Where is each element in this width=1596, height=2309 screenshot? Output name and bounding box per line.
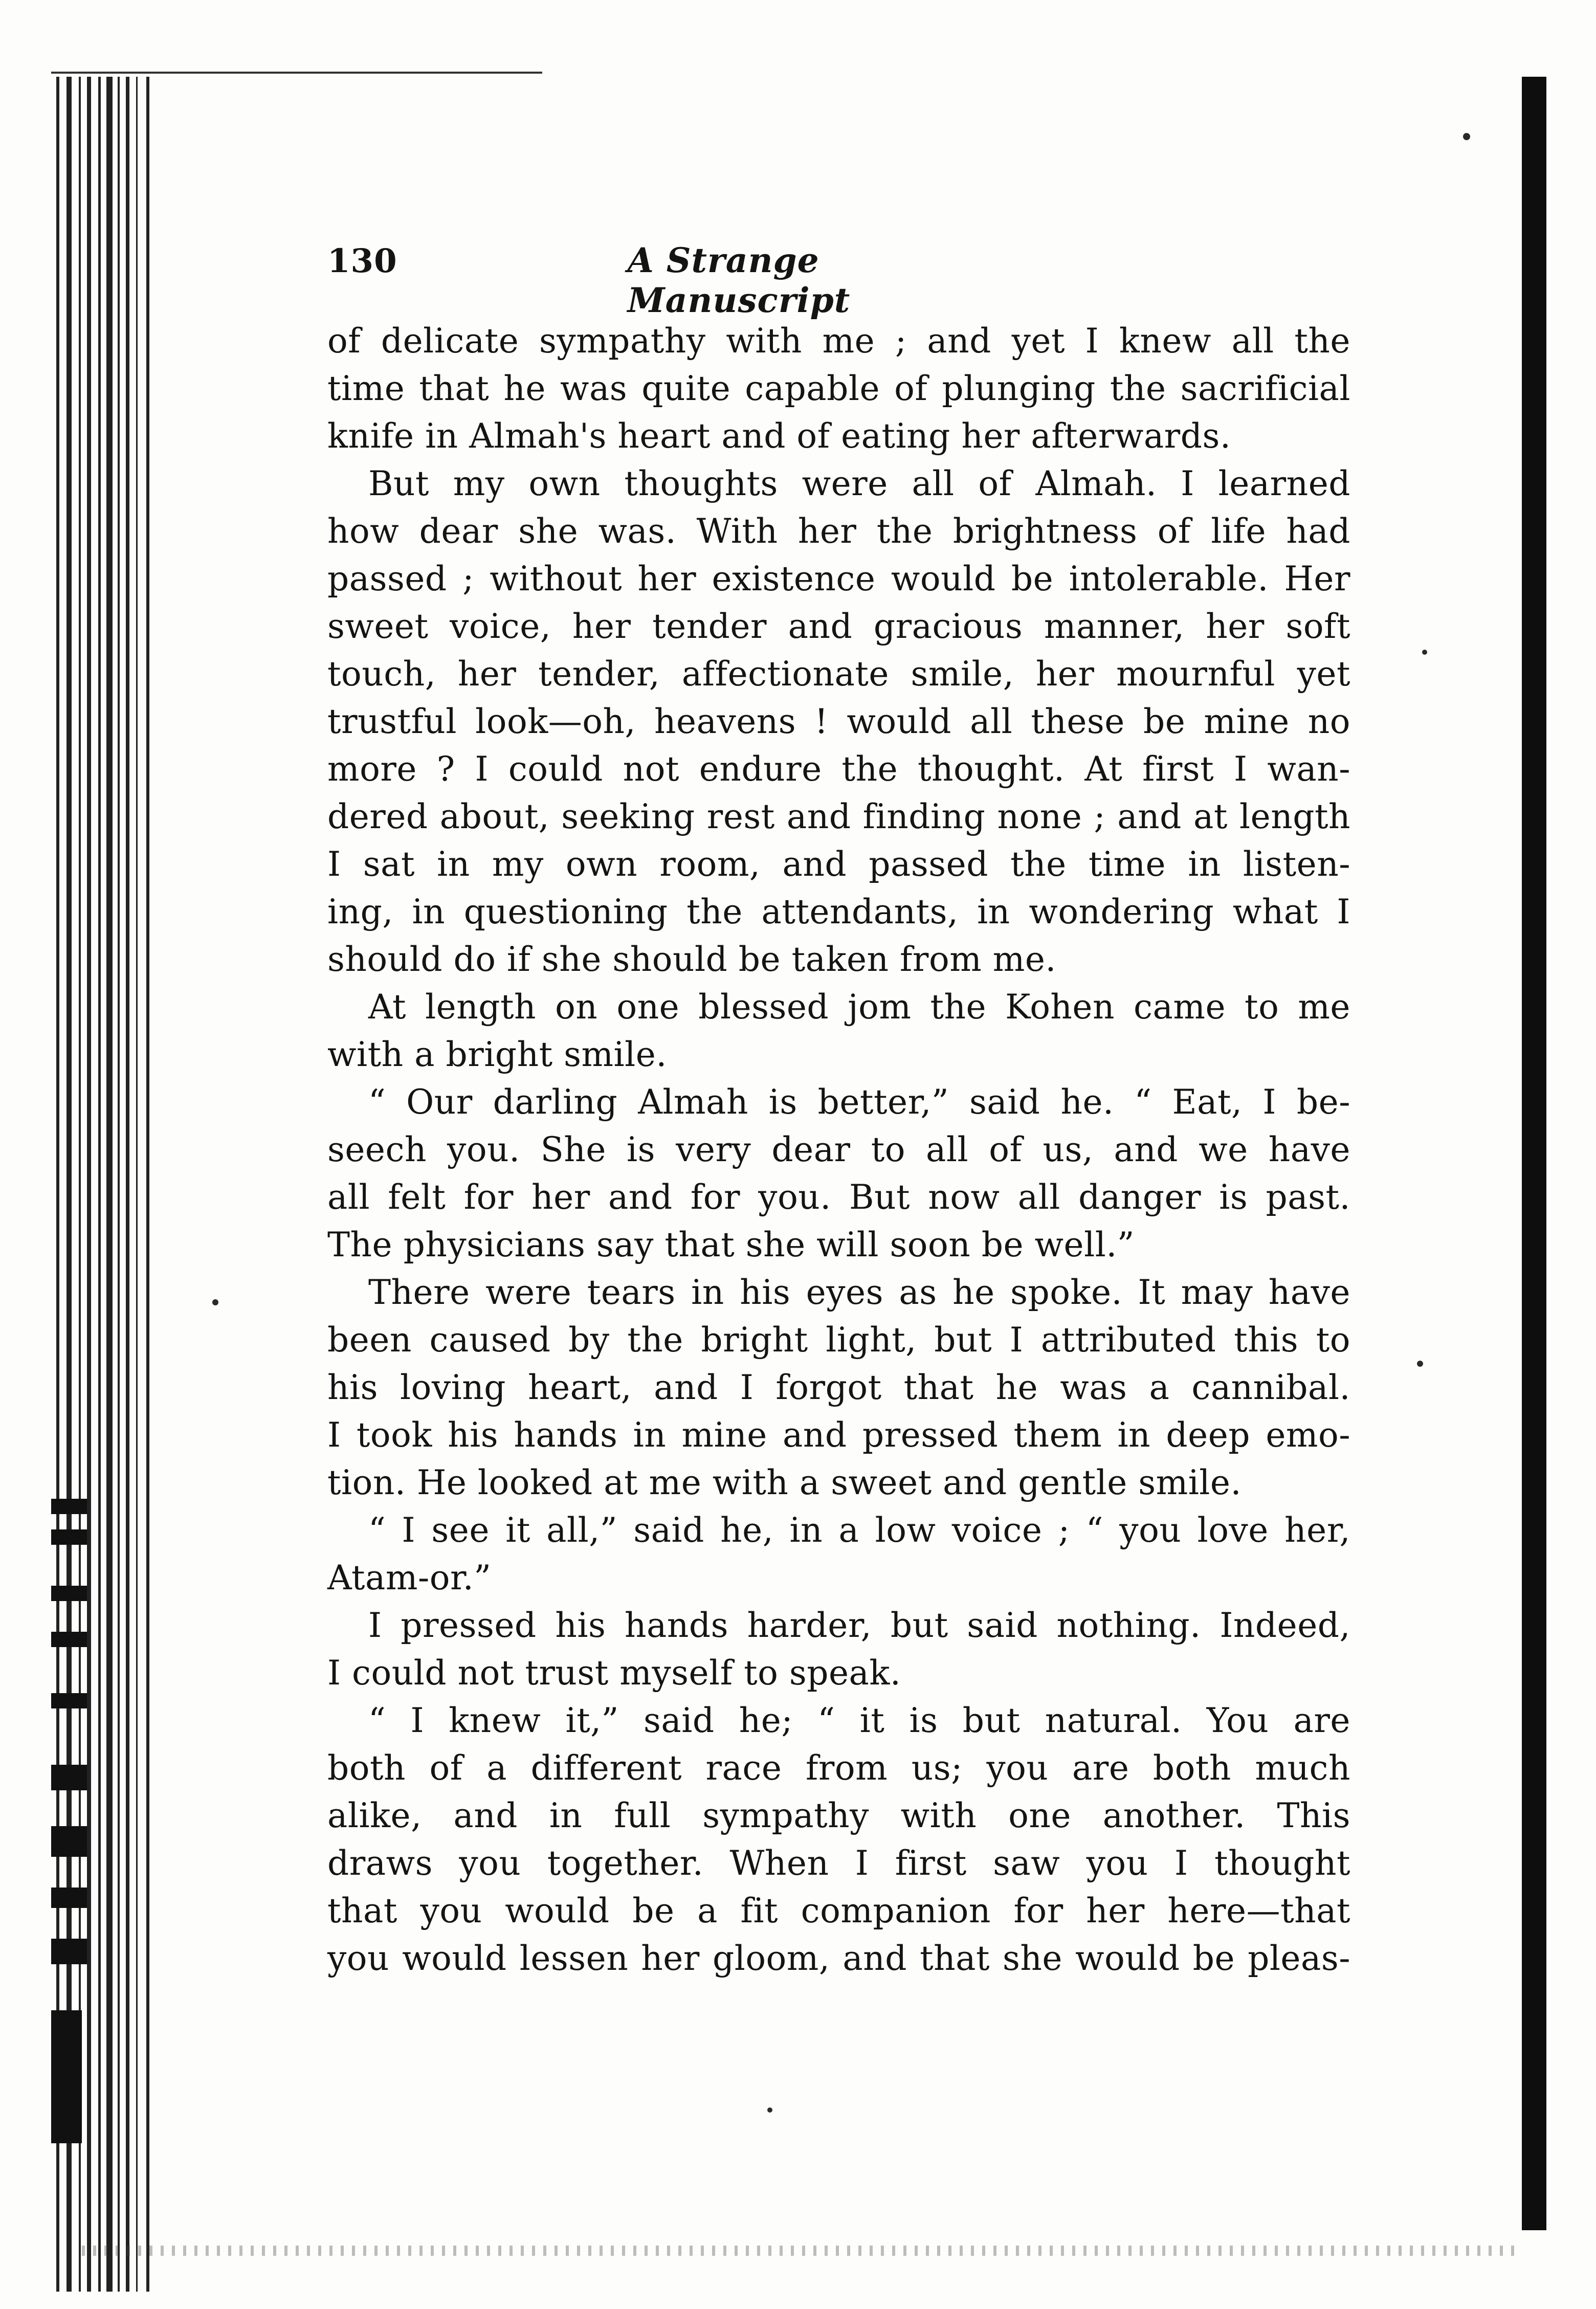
text-line: seech you. She is very dear to all of us, and we have	[327, 1130, 1350, 1169]
scan-speck	[1463, 133, 1470, 140]
bottom-scan-noise	[82, 2246, 1514, 2256]
scan-speck	[1417, 1361, 1423, 1367]
text-line: more ? I could not endure the thought. At first I wan-	[327, 749, 1350, 789]
text-line: sweet voice, her tender and gracious manner, her soft	[327, 607, 1350, 646]
text-line: But my own thoughts were all of Almah. I learned	[368, 464, 1350, 503]
text-line: I sat in my own room, and passed the time in listen-	[327, 845, 1350, 884]
binding-mark	[51, 1529, 87, 1545]
binding-line	[136, 77, 138, 2292]
text-line: been caused by the bright light, but I attributed this to	[327, 1320, 1350, 1360]
text-line: you would lessen her gloom, and that she would be pleas-	[327, 1939, 1350, 1978]
binding-mark	[51, 2010, 82, 2143]
binding-line	[146, 77, 149, 2292]
running-header	[327, 240, 1054, 320]
text-line: should do if she should be taken from me.	[327, 940, 1056, 979]
text-line: Atam-or.”	[327, 1558, 492, 1597]
text-line: how dear she was. With her the brightness of life had	[327, 512, 1350, 551]
text-line: with a bright smile.	[327, 1035, 667, 1074]
text-line: dered about, seeking rest and finding none ; and at length	[327, 797, 1350, 836]
binding-mark	[51, 1939, 87, 1964]
text-line: “ I knew it,” said he; “ it is but natural. You are	[368, 1701, 1350, 1740]
text-line: At length on one blessed jom the Kohen came to me	[368, 987, 1350, 1027]
text-line: both of a different race from us; you are both much	[327, 1748, 1350, 1788]
text-line: I pressed his hands harder, but said nothing. Indeed,	[368, 1606, 1350, 1645]
binding-mark	[51, 1693, 87, 1708]
binding-line	[106, 77, 113, 2292]
scan-speck	[212, 1299, 218, 1305]
binding-line	[118, 77, 120, 2292]
text-line: of delicate sympathy with me ; and yet I knew all the	[327, 321, 1350, 361]
text-line: “ Our darling Almah is better,” said he. “ Eat, I be-	[368, 1082, 1350, 1122]
right-page-edge	[1522, 77, 1546, 2230]
text-line: trustful look—oh, heavens ! would all these be mine no	[327, 702, 1350, 741]
text-line: ing, in questioning the attendants, in wondering what I	[327, 892, 1350, 931]
text-line: touch, her tender, affectionate smile, her mournful yet	[327, 654, 1350, 694]
text-line: I took his hands in mine and pressed them in deep emo-	[327, 1415, 1350, 1455]
text-line: passed ; without her existence would be intolerable. Her	[327, 559, 1350, 598]
text-line: that you would be a fit companion for her here—that	[327, 1891, 1350, 1930]
binding-mark	[51, 1632, 87, 1647]
text-line: knife in Almah's heart and of eating her afterwards.	[327, 416, 1231, 456]
text-line: all felt for her and for you. But now all danger is past.	[327, 1178, 1350, 1217]
text-line: alike, and in full sympathy with one another. This	[327, 1796, 1350, 1835]
text-line: I could not trust myself to speak.	[327, 1653, 901, 1693]
binding-edge	[46, 77, 164, 2292]
binding-line	[126, 77, 129, 2292]
binding-mark	[51, 1499, 87, 1514]
text-line: draws you together. When I first saw you I thought	[327, 1844, 1350, 1883]
binding-mark	[51, 1765, 87, 1790]
text-line: his loving heart, and I forgot that he was a cannibal.	[327, 1368, 1350, 1407]
top-scan-rule	[51, 72, 542, 74]
binding-line	[87, 77, 91, 2292]
text-line: time that he was quite capable of plunging the sacrificial	[327, 369, 1350, 408]
binding-mark	[51, 1888, 87, 1908]
text-line: “ I see it all,” said he, in a low voice ; “ you love her,	[368, 1511, 1350, 1550]
scan-speck	[1422, 650, 1427, 655]
page-number: 130	[327, 242, 397, 280]
scan-speck	[767, 2107, 772, 2113]
running-title: A Strange Manuscript	[627, 240, 851, 320]
binding-mark	[51, 1826, 87, 1857]
binding-mark	[51, 1586, 87, 1601]
text-line: tion. He looked at me with a sweet and gentle smile.	[327, 1463, 1242, 1502]
text-line: There were tears in his eyes as he spoke. It may have	[368, 1273, 1350, 1312]
text-line: The physicians say that she will soon be well.”	[327, 1225, 1135, 1264]
binding-line	[98, 77, 101, 2292]
